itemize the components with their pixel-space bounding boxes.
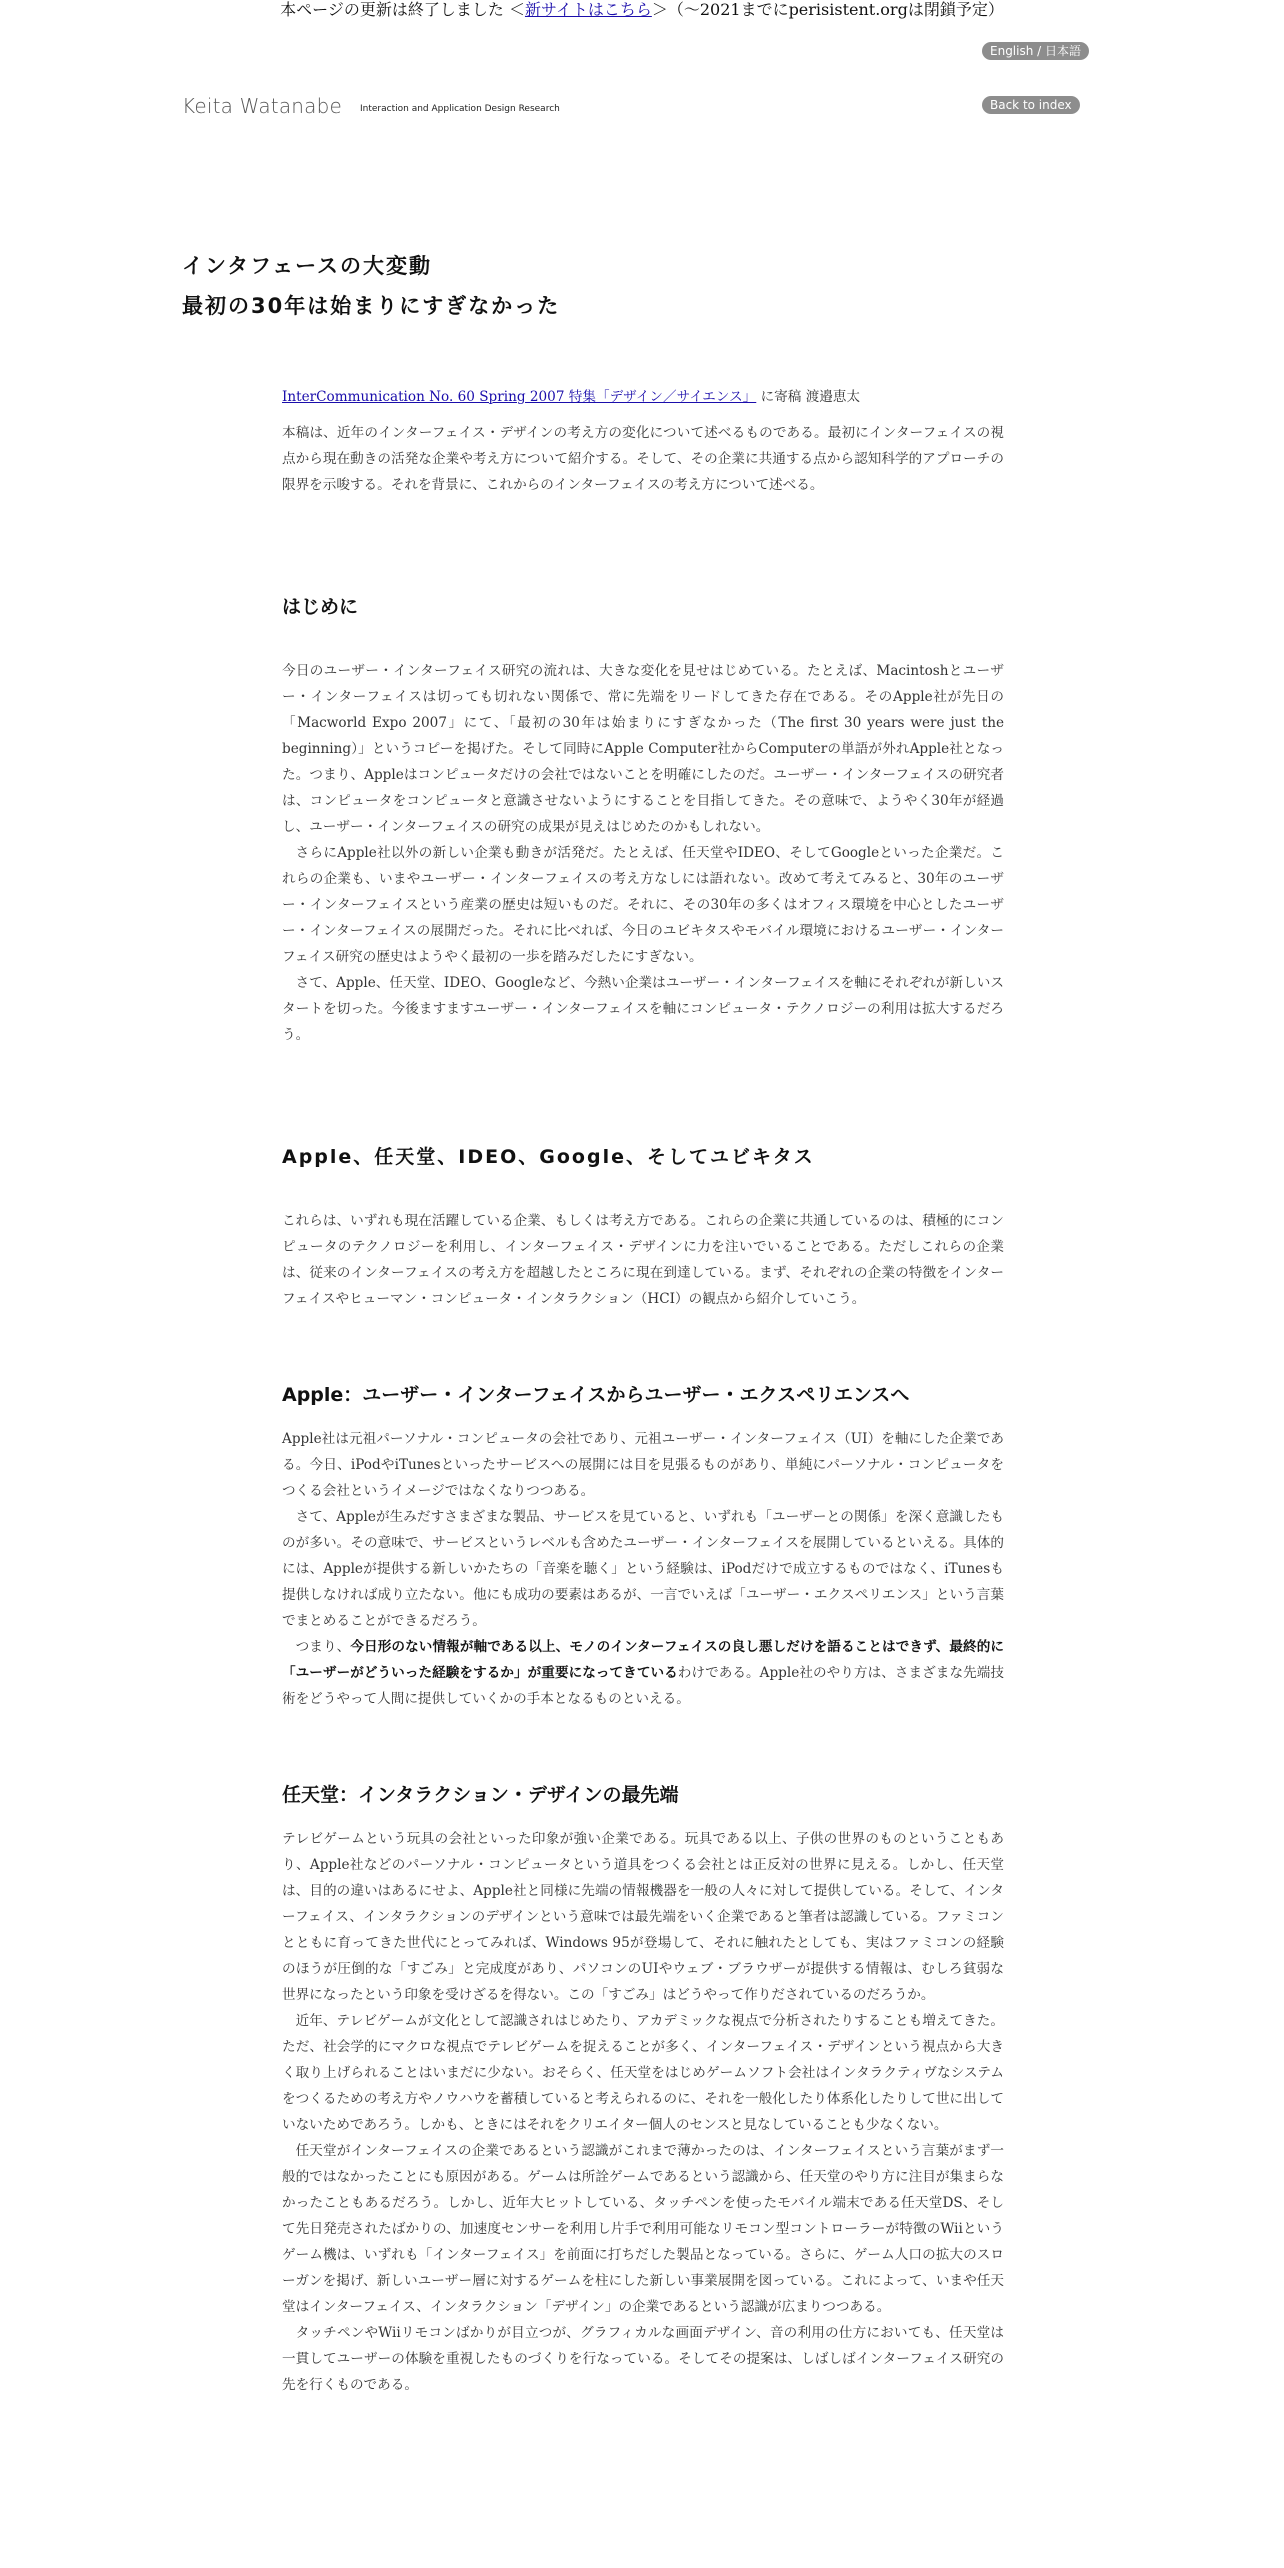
back-to-index-button[interactable]: Back to index — [982, 96, 1080, 114]
intro-paragraph-2: さらにApple社以外の新しい企業も動きが活発だ。たとえば、任天堂やIDEO、そしてGoogleといった企業だ。これらの企業も、いまやユーザー・インターフェイスの考え方なしには語れない。改めて考えてみると、30年のユーザー・インターフェイスという産業の歴史は短いものだ。それに、その30年の多くはオフィス環境を中心としたユーザー・インターフェイスの展開だった。それに比べれば、今日のユビキタスやモバイル環境におけるユーザー・インターフェイス研究の歴史はようやく最初の一歩を踏みだしたにすぎない。 — [282, 845, 1004, 965]
site-brand[interactable]: Keita Watanabe — [182, 94, 343, 118]
nintendo-paragraph-4: タッチペンやWiiリモコンばかりが目立つが、グラフィカルな画面デザイン、音の利用の仕方においても、任天堂は一貫してユーザーの体験を重視したものづくりを行なっている。そしてその提案は、しばしばインターフェイス研究の先を行くものである。 — [282, 2325, 1004, 2393]
article-body — [282, 384, 1004, 2398]
intro-paragraph-1: 今日のユーザー・インターフェイス研究の流れは、大きな変化を見せはじめている。たとえば、Macintoshとユーザー・インターフェイスは切っても切れない関係で、常に先端をリードしてきた存在である。そのApple社が先日の「Macworld Expo 2007」にて、「最初の30年は始まりにすぎなかった（The first 30 years were just the beginning）」というコピーを掲げた。そして同時にApple Computer社からComputerの単語が外れApple社となった。つまり、Appleはコンピュータだけの会社ではないことを明確にしたのだ。ユーザー・インターフェイスの研究者は、コンピュータをコンピュータと意識させないようにすることを目指してきた。その意味で、ようやく30年が経過し、ユーザー・インターフェイスの研究の成果が見えはじめたのかもしれない。 — [282, 663, 1004, 835]
nintendo-paragraph-2: 近年、テレビゲームが文化として認識されはじめたり、アカデミックな視点で分析されたりすることも増えてきた。ただ、社会学的にマクロな視点でテレビゲームを捉えることが多く、インターフェイス・デザインという視点から大きく取り上げられることはいまだに少ない。おそらく、任天堂をはじめゲームソフト会社はインタラクティヴなシステムをつくるための考え方やノウハウを蓄積していると考えられるのに、それを一般化したり体系化したりして世に出していないためであろう。しかも、ときにはそれをクリエイター個人のセンスと見なしていることも少なくない。 — [282, 2013, 1004, 2133]
nintendo-paragraph-1: テレビゲームという玩具の会社といった印象が強い企業である。玩具である以上、子供の世界のものということもあり、Apple社などのパーソナル・コンピュータという道具をつくる会社とは正反対の世界に見える。しかし、任天堂は、目的の違いはあるにせよ、Apple社と同様に先端の情報機器を一般の人々に対して提供している。そして、インターフェイス、インタラクションのデザインという意味では最先端をいく企業であると筆者は認識している。ファミコンとともに育ってきた世代にとってみれば、Windows 95が登場して、それに触れたとしても、実はファミコンの経験のほうが圧倒的な「すごみ」と完成度があり、パソコンのUIやウェブ・ブラウザーが提供する情報は、むしろ貧弱な世界になったという印象を受けざるを得ない。この「すごみ」はどうやって作りだされているのだろうか。 — [282, 1831, 1004, 2003]
apple-paragraph-3 — [282, 1634, 1004, 1712]
source-credit — [282, 384, 1004, 410]
language-switch-button[interactable]: English / 日本語 — [982, 42, 1089, 60]
source-suffix: に寄稿 渡邉恵太 — [760, 389, 861, 405]
source-link[interactable]: InterCommunication No. 60 Spring 2007 特集「デザイン／サイエンス」 — [282, 389, 757, 405]
section-heading-companies: Apple、任天堂、IDEO、Google、そしてユビキタス — [282, 1146, 815, 1168]
article-title-line1: インタフェースの大変動 — [182, 254, 433, 278]
notice-text-after: ＞（〜2021までにperisistent.orgは閉鎖予定） — [651, 0, 1004, 19]
apple-paragraph-1: Apple社は元祖パーソナル・コンピュータの会社であり、元祖ユーザー・インターフェイス（UI）を軸にした企業である。今日、iPodやiTunesといったサービスへの展開には目を見張るものがあり、単純にパーソナル・コンピュータをつくる会社というイメージではなくなりつつある。 — [282, 1431, 1004, 1499]
section-heading-nintendo: 任天堂：インタラクション・デザインの最先端 — [282, 1784, 679, 1806]
notice-text-before: 本ページの更新は終了しました ＜ — [280, 0, 525, 19]
apple-paragraph-2: さて、Appleが生みだすさまざまな製品、サービスを見ていると、いずれも「ユーザーとの関係」を深く意識したものが多い。その意味で、サービスというレベルも含めたユーザー・インターフェイスを展開しているといえる。具体的には、Appleが提供する新しいかたちの「音楽を聴く」という経験は、iPodだけで成立するものではなく、iTunesも提供しなければ成り立たない。他にも成功の要素はあるが、一言でいえば「ユーザー・エクスペリエンス」という言葉でまとめることができるだろう。 — [282, 1509, 1004, 1629]
apple-p3-emphasis: 今日形のない情報が軸である以上、モノのインターフェイスの良し悪しだけを語ることはできず、最終的に「ユーザーがどういった経験をするか」が重要になってきている — [282, 1639, 1005, 1681]
new-site-link[interactable]: 新サイトはこちら — [524, 0, 652, 19]
section-heading-apple: Apple：ユーザー・インターフェイスからユーザー・エクスペリエンスへ — [282, 1384, 910, 1406]
article-title-line2: 最初の30年は始まりにすぎなかった — [182, 294, 561, 318]
companies-paragraph-1: これらは、いずれも現在活躍している企業、もしくは考え方である。これらの企業に共通しているのは、積極的にコンピュータのテクノロジーを利用し、インターフェイス・デザインに力を注いでいることである。ただしこれらの企業は、従来のインターフェイスの考え方を超越したところに現在到達している。まず、それぞれの企業の特徴をインターフェイスやヒューマン・コンピュータ・インタラクション（HCI）の観点から紹介していこう。 — [282, 1213, 1004, 1307]
intro-paragraph-3: さて、Apple、任天堂、IDEO、Googleなど、今熱い企業はユーザー・インターフェイスを軸にそれぞれが新しいスタートを切った。今後ますますユーザー・インターフェイスを軸にコンピュータ・テクノロジーの利用は拡大するだろう。 — [282, 975, 1004, 1043]
nintendo-paragraph-3: 任天堂がインターフェイスの企業であるという認識がこれまで薄かったのは、インターフェイスという言葉がまず一般的ではなかったことにも原因がある。ゲームは所詮ゲームであるという認識から、任天堂のやり方に注目が集まらなかったこともあるだろう。しかし、近年大ヒットしている、タッチペンを使ったモバイル端末である任天堂DS、そして先日発売されたばかりの、加速度センサーを利用し片手で利用可能なリモコン型コントローラーが特徴のWiiというゲーム機は、いずれも「インターフェイス」を前面に打ちだした製品となっている。さらに、ゲーム人口の拡大のスローガンを掲げ、新しいユーザー層に対するゲームを柱にした新しい事業展開を図っている。これによって、いまや任天堂はインターフェイス、インタラクション「デザイン」の企業であるという認識が広まりつつある。 — [282, 2143, 1004, 2315]
apple-p3-tail: わけである。Apple社のやり方は、さまざまな先端技術をどうやって人間に提供していくかの手本となるものといえる。 — [282, 1665, 1004, 1707]
site-tagline: Interaction and Application Design Research — [360, 104, 560, 114]
abstract-paragraph: 本稿は、近年のインターフェイス・デザインの考え方の変化について述べるものである。最初にインターフェイスの視点から現在動きの活発な企業や考え方について紹介する。そして、その企業に共通する点から認知科学的アプローチの限界を示唆する。それを背景に、これからのインターフェイスの考え方について述べる。 — [282, 425, 1004, 493]
discontinued-notice — [0, 0, 1284, 20]
apple-p3-lead: つまり、 — [295, 1639, 351, 1655]
section-heading-intro: はじめに — [282, 596, 359, 618]
